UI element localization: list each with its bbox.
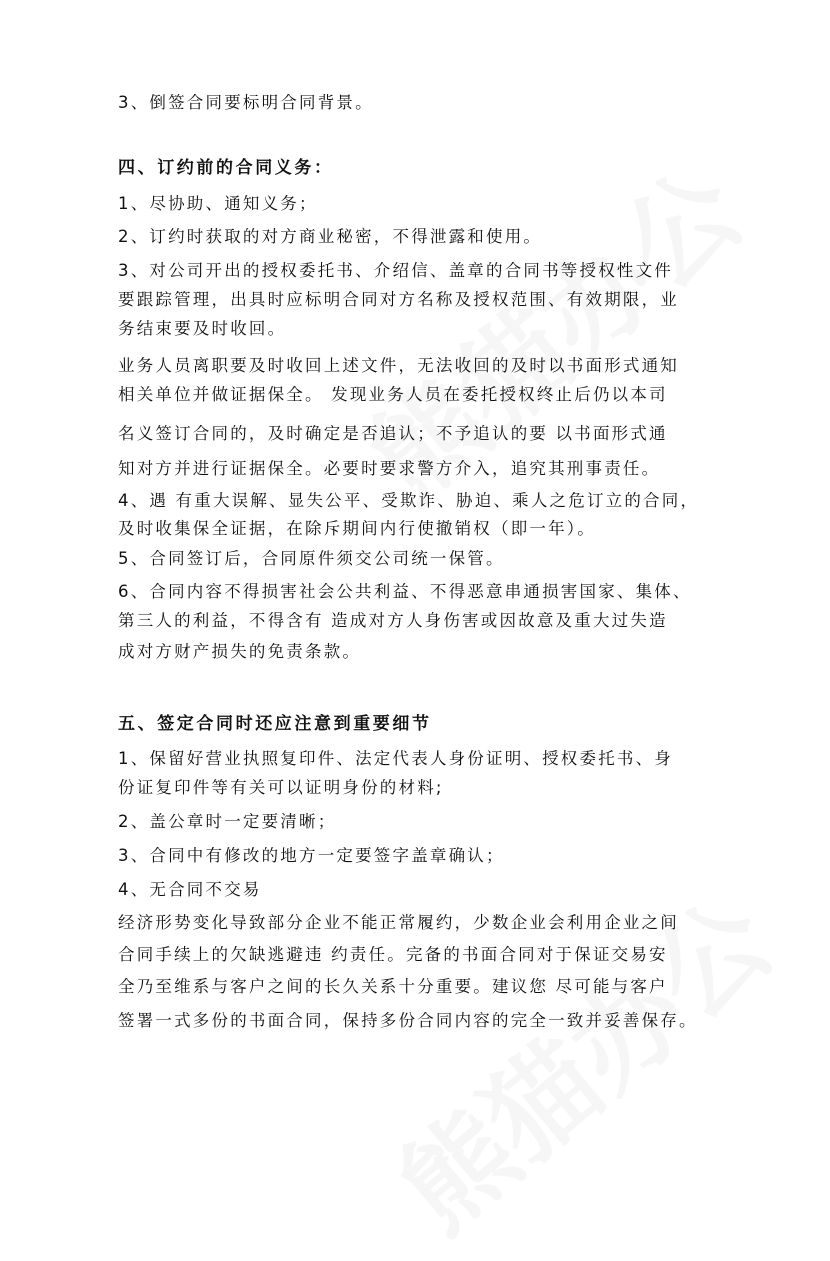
paragraph-line: 份证复印件等有关可以证明身份的材料; bbox=[118, 778, 444, 797]
paragraph-line: 第三人的利益，不得含有 造成对方人身伤害或因故意及重大过失造 bbox=[118, 611, 668, 630]
paragraph-line: 全乃至维系与客户之间的长久关系十分重要。建议您 尽可能与客户 bbox=[118, 977, 668, 996]
list-item: 6、合同内容不得损害社会公共利益、不得恶意串通损害国家、集体、 bbox=[118, 582, 692, 601]
paragraph-line: 经济形势变化导致部分企业不能正常履约，少数企业会利用企业之间 bbox=[118, 913, 679, 932]
paragraph-line: 务结束要及时收回。 bbox=[118, 319, 287, 338]
paragraph-line: 相关单位并做证据保全。 发现业务人员在委托授权终止后仍以本司 bbox=[118, 385, 668, 404]
paragraph-line: 成对方财产损失的免责条款。 bbox=[118, 642, 362, 661]
list-item: 4、无合同不交易 bbox=[118, 880, 262, 899]
paragraph-line: 业务人员离职要及时收回上述文件，无法收回的及时以书面形式通知 bbox=[118, 356, 679, 375]
list-item: 1、尽协助、通知义务； bbox=[118, 194, 318, 213]
paragraph-line: 名义签订合同的，及时确定是否追认；不予追认的要 以书面形式通 bbox=[118, 424, 668, 443]
section-heading: 四、订约前的合同义务： bbox=[118, 158, 334, 178]
section-heading: 五、签定合同时还应注意到重要细节 bbox=[118, 714, 432, 734]
paragraph-line: 3、倒签合同要标明合同背景。 bbox=[118, 93, 374, 112]
list-item: 3、合同中有修改的地方一定要签字盖章确认； bbox=[118, 846, 505, 865]
paragraph-line: 知对方并进行证据保全。必要时要求警方介入，追究其刑事责任。 bbox=[118, 459, 661, 478]
list-item: 2、订约时获取的对方商业秘密，不得泄露和使用。 bbox=[118, 227, 543, 246]
list-item: 4、遇 有重大误解、显失公平、受欺诈、胁迫、乘人之危订立的合同， bbox=[118, 491, 700, 510]
list-item: 2、盖公章时一定要清晰； bbox=[118, 812, 337, 831]
list-item: 5、合同签订后，合同原件须交公司统一保管。 bbox=[118, 549, 505, 568]
list-item: 1、保留好营业执照复印件、法定代表人身份证明、授权委托书、身 bbox=[118, 749, 673, 768]
paragraph-line: 合同手续上的欠缺逃避违 约责任。完备的书面合同对于保证交易安 bbox=[118, 945, 668, 964]
list-item: 3、对公司开出的授权委托书、介绍信、盖章的合同书等授权性文件 bbox=[118, 261, 673, 280]
paragraph-line: 及时收集保全证据，在除斥期间内行使撤销权（即一年）。 bbox=[118, 519, 596, 538]
paragraph-line: 签署一式多份的书面合同，保持多份合同内容的完全一致并妥善保存。 bbox=[118, 1011, 698, 1030]
paragraph-line: 要跟踪管理，出具时应标明合同对方名称及授权范围、有效期限，业 bbox=[118, 290, 679, 309]
